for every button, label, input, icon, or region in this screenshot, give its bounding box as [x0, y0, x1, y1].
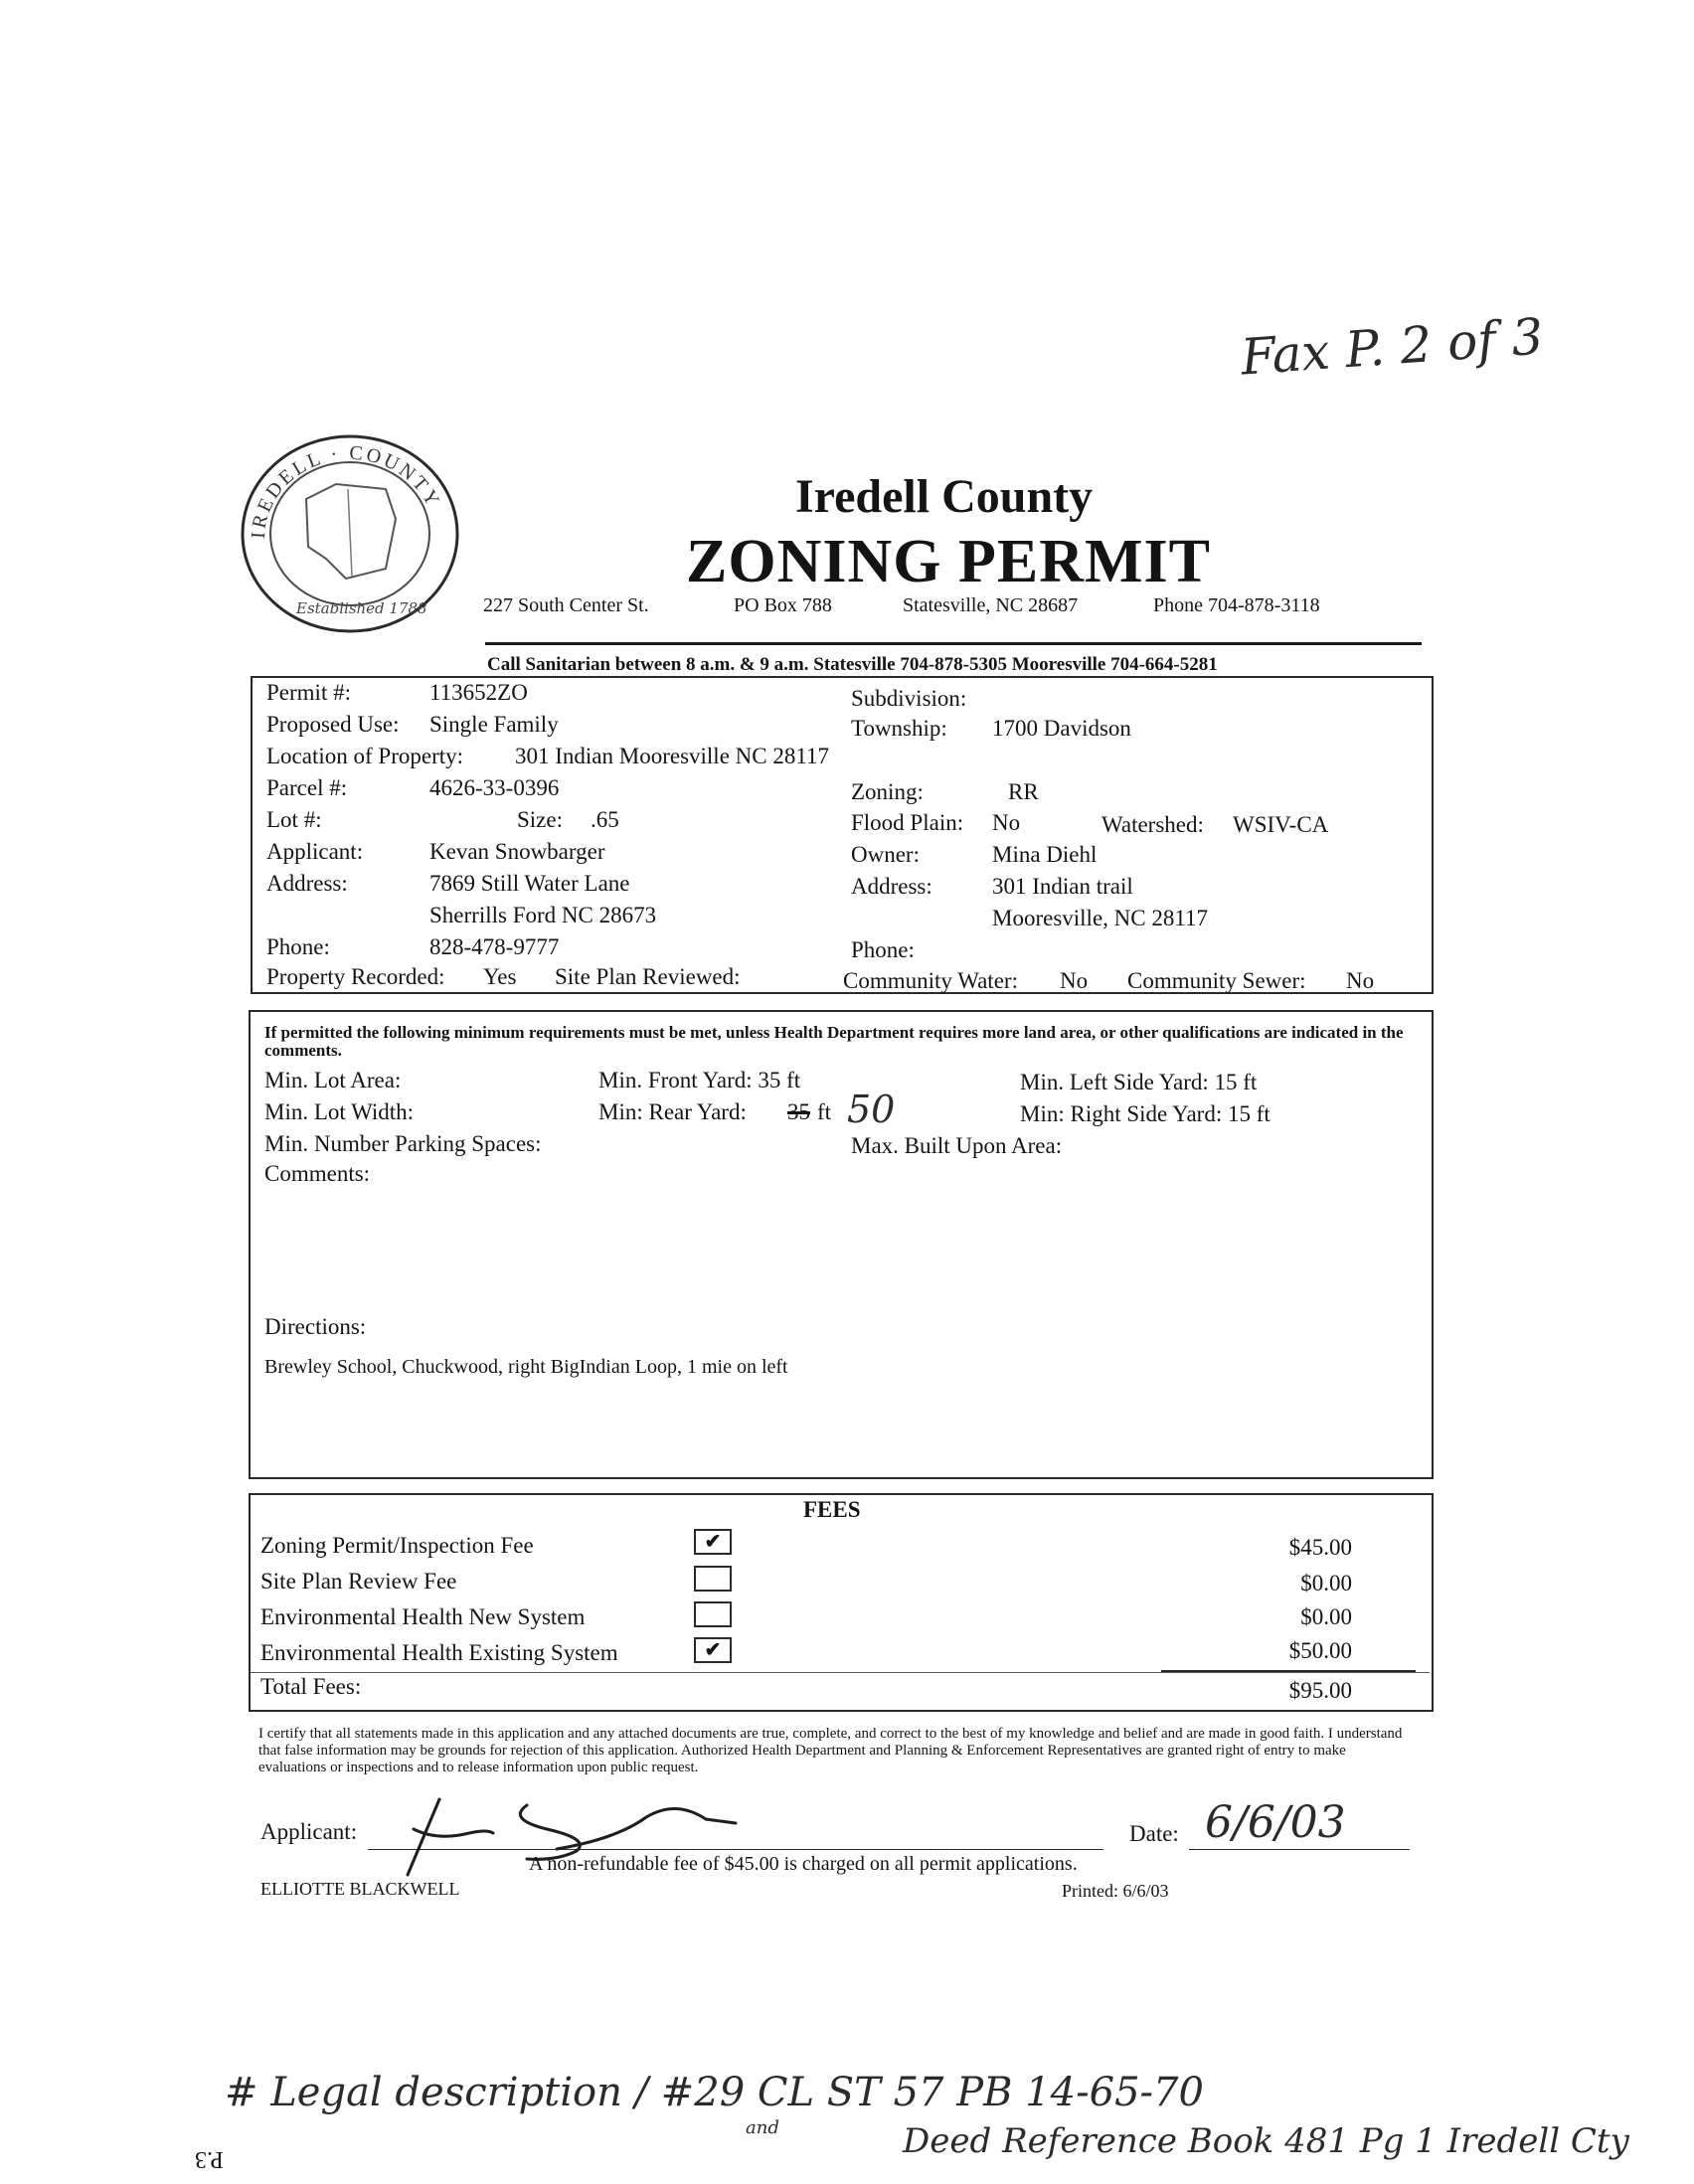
- location-value: 301 Indian Mooresville NC 28117: [515, 744, 830, 768]
- applicant-signature-label: Applicant:: [260, 1819, 358, 1844]
- watershed-label: Watershed:: [1101, 812, 1204, 837]
- fax-note: Fax P. 2 of 3: [1239, 307, 1546, 387]
- date-line: [1189, 1849, 1410, 1850]
- certification-statement: I certify that all statements made in this application and any attached documents are true, complete, and correct to the best of my knowledge and belief and are made in good faith. I understand that false information may be grounds for rejection of this application. Authorized Health Department and Planning & Enforcement Representatives are granted right of entry to make evaluations or inspections and to release information upon public request.: [258, 1726, 1403, 1775]
- comments-label: Comments:: [264, 1161, 371, 1186]
- applicant-address-label: Address:: [266, 871, 348, 896]
- min-right-side-yard: Min: Right Side Yard: 15 ft: [1020, 1101, 1270, 1126]
- proposed-use-value: Single Family: [429, 712, 559, 737]
- svg-text:Established 1788: Established 1788: [296, 599, 427, 617]
- min-rear-yard-label: Min: Rear Yard:: [598, 1099, 747, 1124]
- community-water-value: No: [1060, 968, 1089, 993]
- subdivision-label: Subdivision:: [851, 686, 967, 711]
- page-title: ZONING PERMIT: [686, 528, 1211, 595]
- fee-item-label: Site Plan Review Fee: [260, 1569, 457, 1594]
- fee-checkbox[interactable]: [694, 1566, 732, 1592]
- fee-note: A non-refundable fee of $45.00 is charged on all permit applications.: [529, 1853, 1078, 1875]
- community-sewer-label: Community Sewer:: [1127, 968, 1306, 993]
- office-phone: Phone 704-878-3118: [1153, 594, 1320, 616]
- fee-item-label: Environmental Health New System: [260, 1604, 586, 1629]
- size-value: .65: [591, 807, 619, 832]
- office-street: 227 South Center St.: [483, 594, 649, 616]
- min-rear-yard-handwritten: 50: [847, 1088, 896, 1131]
- owner-name: Mina Diehl: [992, 842, 1098, 867]
- recorded-label: Property Recorded:: [266, 964, 445, 989]
- page-marker: P.3: [195, 2146, 224, 2172]
- zoning-label: Zoning:: [851, 779, 924, 804]
- fee-amount: $0.00: [1300, 1604, 1352, 1629]
- max-built-upon-area: Max. Built Upon Area:: [851, 1133, 1063, 1158]
- fee-amount: $45.00: [1288, 1535, 1352, 1560]
- directions-label: Directions:: [264, 1314, 367, 1339]
- issuing-clerk: ELLIOTTE BLACKWELL: [260, 1879, 460, 1899]
- fee-item-label: Environmental Health Existing System: [260, 1640, 618, 1665]
- printed-date: Printed: 6/6/03: [1062, 1881, 1169, 1901]
- county-name: Iredell County: [795, 470, 1094, 523]
- date-value: 6/6/03: [1205, 1797, 1346, 1848]
- location-label: Location of Property:: [266, 744, 464, 768]
- svg-text:IREDELL · COUNTY: IREDELL · COUNTY: [247, 441, 445, 540]
- owner-address-line1: 301 Indian trail: [992, 874, 1133, 899]
- flood-plain-label: Flood Plain:: [851, 810, 964, 835]
- office-city: Statesville, NC 28687: [903, 594, 1079, 616]
- county-seal-icon: [237, 429, 463, 638]
- directions-value: Brewley School, Chuckwood, right BigIndian Loop, 1 mie on left: [264, 1356, 788, 1378]
- owner-label: Owner:: [851, 842, 920, 867]
- min-parking-spaces: Min. Number Parking Spaces:: [264, 1131, 542, 1156]
- parcel-value: 4626-33-0396: [429, 775, 560, 800]
- deed-reference-note: Deed Reference Book 481 Pg 1 Iredell Cty: [903, 2121, 1629, 2161]
- date-label: Date:: [1129, 1821, 1179, 1846]
- office-po-box: PO Box 788: [734, 594, 832, 616]
- permit-number: 113652ZO: [429, 680, 528, 705]
- min-front-yard: Min. Front Yard: 35 ft: [598, 1068, 801, 1092]
- watershed-value: WSIV-CA: [1233, 812, 1329, 837]
- lot-label: Lot #:: [266, 807, 322, 832]
- parcel-label: Parcel #:: [266, 775, 348, 800]
- sanitarian-notice: Call Sanitarian between 8 a.m. & 9 a.m. Statesville 704-878-5305 Mooresville 704-664-5281: [487, 654, 1218, 675]
- recorded-value: Yes: [483, 964, 517, 989]
- proposed-use-label: Proposed Use:: [266, 712, 400, 737]
- header-divider: [485, 642, 1422, 645]
- fee-amount: $0.00: [1300, 1571, 1352, 1596]
- fee-checkbox[interactable]: [694, 1601, 732, 1627]
- size-label: Size:: [517, 807, 563, 832]
- requirements-note: If permitted the following minimum requirements must be met, unless Health Department requires more land area, or other qualifications are indicated in the comments.: [264, 1023, 1404, 1060]
- permit-label: Permit #:: [266, 680, 351, 705]
- fees-total-divider: [251, 1672, 1430, 1673]
- fee-checkbox[interactable]: ✔: [694, 1529, 732, 1555]
- site-plan-label: Site Plan Reviewed:: [555, 964, 741, 989]
- min-lot-width: Min. Lot Width:: [264, 1099, 415, 1124]
- applicant-address-line1: 7869 Still Water Lane: [429, 871, 630, 896]
- fee-checkbox[interactable]: ✔: [694, 1637, 732, 1663]
- owner-address-line2: Mooresville, NC 28117: [992, 906, 1208, 930]
- township-label: Township:: [851, 716, 947, 741]
- legal-description-sub-note: and: [746, 2117, 779, 2138]
- min-rear-yard-unit: ft: [817, 1099, 832, 1124]
- min-left-side-yard: Min. Left Side Yard: 15 ft: [1020, 1070, 1258, 1094]
- applicant-phone: 828-478-9777: [429, 934, 560, 959]
- min-lot-area: Min. Lot Area:: [264, 1068, 402, 1092]
- zoning-value: RR: [1008, 779, 1039, 804]
- flood-plain-value: No: [992, 810, 1021, 835]
- community-water-label: Community Water:: [843, 968, 1018, 993]
- community-sewer-value: No: [1346, 968, 1375, 993]
- fee-amount: $50.00: [1288, 1638, 1352, 1663]
- fees-title: FEES: [803, 1497, 861, 1522]
- owner-phone-label: Phone:: [851, 937, 915, 962]
- total-fees-amount: $95.00: [1288, 1678, 1352, 1703]
- min-rear-yard-struck-value: 35: [787, 1099, 810, 1124]
- applicant-name: Kevan Snowbarger: [429, 839, 605, 864]
- owner-address-label: Address:: [851, 874, 932, 899]
- applicant-address-line2: Sherrills Ford NC 28673: [429, 903, 657, 927]
- applicant-label: Applicant:: [266, 839, 364, 864]
- fee-item-label: Zoning Permit/Inspection Fee: [260, 1533, 534, 1558]
- total-fees-label: Total Fees:: [260, 1674, 362, 1699]
- legal-description-note: # Legal description / #29 CL ST 57 PB 14-65-70: [225, 2070, 1204, 2115]
- applicant-phone-label: Phone:: [266, 934, 330, 959]
- township-value: 1700 Davidson: [992, 716, 1131, 741]
